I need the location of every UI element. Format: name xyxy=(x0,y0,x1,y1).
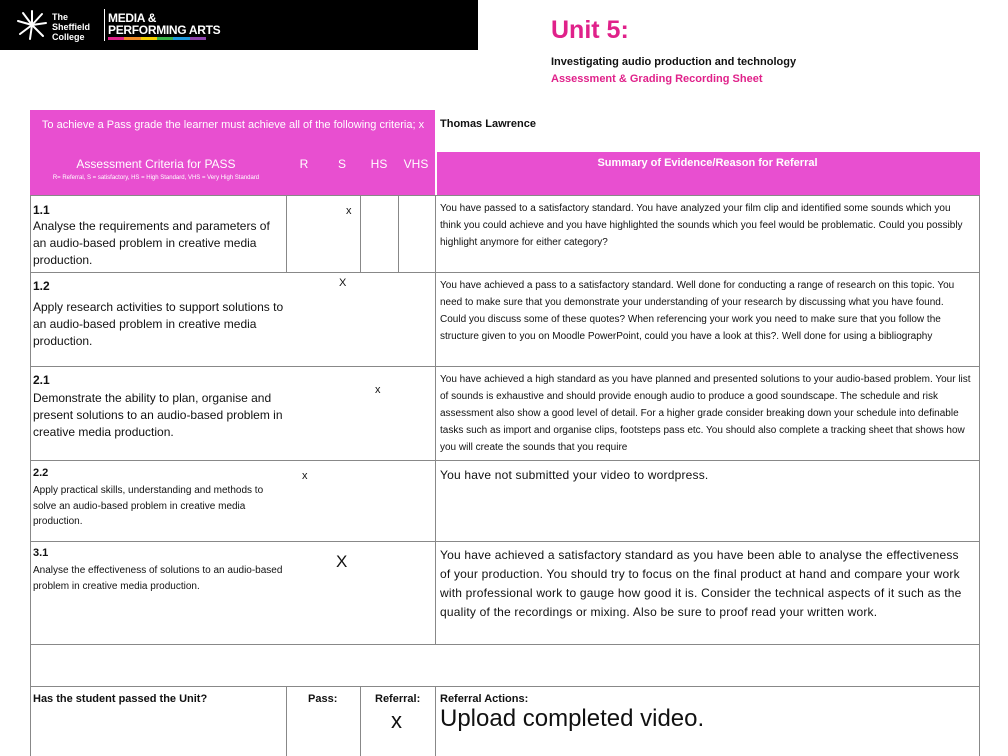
grid-line xyxy=(30,460,980,461)
grid-line xyxy=(979,195,980,756)
unit-passed-question: Has the student passed the Unit? xyxy=(33,693,208,705)
logo-divider xyxy=(104,9,105,41)
criterion-description: Apply research activities to support solutions to an audio-based problem in creative media production. xyxy=(33,300,284,348)
criterion-description: Analyse the effectiveness of solutions to an audio-based problem in creative media production. xyxy=(33,565,283,592)
brand-stripe xyxy=(124,37,140,40)
college-name: The Sheffield College xyxy=(52,12,91,42)
grid-line xyxy=(30,686,980,687)
grid-line xyxy=(360,686,361,756)
grid-line xyxy=(398,195,399,273)
pass-label: Pass: xyxy=(308,693,338,705)
brand-stripe xyxy=(141,37,157,40)
pass-requirement-text: To achieve a Pass grade the learner must achieve all of the following criteria; x xyxy=(41,119,425,131)
department-name xyxy=(108,12,220,36)
college-banner xyxy=(0,0,478,50)
grid-line xyxy=(30,541,980,542)
brand-stripes xyxy=(108,37,206,40)
referral-actions-value: Upload completed video. xyxy=(440,705,705,732)
grid-line xyxy=(435,686,436,756)
grade-key: R= Referral, S = satisfactory, HS = High Standard, VHS = Very High Standard xyxy=(52,175,260,181)
evidence-summary: You have passed to a satisfactory standard. You have analyzed your film clip and identified some sounds which you think you could achieve and you have highlighted the sounds which you feel would be problematic. Could you possibly highlight anymore for either category? xyxy=(440,203,963,249)
grade-mark: x xyxy=(346,205,352,217)
referral-label: Referral: xyxy=(375,693,421,705)
grid-line xyxy=(30,366,980,367)
criterion-code: 3.1 xyxy=(33,547,49,559)
sheet-name: Assessment & Grading Recording Sheet xyxy=(551,73,763,85)
evidence-summary: You have achieved a pass to a satisfactory standard. Well done for conducting a range of research on this topic. You need to make sure that you demonstrate your understanding of your research by discussing what you have found. Could you discuss some of these quotes? When referencing your work you need to make sure that you follow the structure given to you on Moodle PowerPoint, could you have a look at this?. Well done for using a bibliography xyxy=(440,280,955,343)
department-name-line2: PERFORMING ARTS xyxy=(108,23,221,37)
criterion-description: Apply practical skills, understanding and methods to solve an audio-based problem in creative media production. xyxy=(33,485,264,527)
criteria-column-header: Assessment Criteria for PASS xyxy=(76,157,236,171)
unit-title: Unit 5: xyxy=(551,16,629,44)
column-header-hs: HS xyxy=(370,157,388,171)
evidence-summary: You have not submitted your video to wordpress. xyxy=(440,468,709,482)
evidence-summary: You have achieved a satisfactory standard as you have been able to analyse the effectiveness of your production. You should try to focus on the final product at hand and compare your work with professional work to gauge how good it is. Consider the technical aspects of it such as the quality of the recordings or mixing. Also be sure to proof read your written work. xyxy=(440,548,962,619)
grid-line xyxy=(286,195,287,273)
criterion-code: 1.1 xyxy=(33,203,50,217)
referral-actions-label: Referral Actions: xyxy=(440,693,529,705)
grid-line xyxy=(286,686,287,756)
grade-mark: x xyxy=(375,384,381,396)
criterion-description: Demonstrate the ability to plan, organise and present solutions to an audio-based problem in creative media production. xyxy=(33,391,283,439)
column-header-s: S xyxy=(337,157,346,171)
brand-stripe xyxy=(157,37,173,40)
criterion-code: 2.2 xyxy=(33,467,49,479)
brand-stripe xyxy=(190,37,206,40)
criterion-code: 2.1 xyxy=(33,373,50,387)
brand-stripe xyxy=(173,37,189,40)
column-header-vhs: VHS xyxy=(403,157,429,171)
criterion-description: Analyse the requirements and parameters of an audio-based problem in creative media production. xyxy=(33,219,270,267)
grid-line xyxy=(435,195,436,644)
grade-mark: x xyxy=(302,470,308,482)
unit-subtitle: Investigating audio production and technology xyxy=(551,56,797,68)
summary-column-header: Summary of Evidence/Reason for Referral xyxy=(597,157,818,169)
grid-line xyxy=(360,195,361,273)
evidence-summary: You have achieved a high standard as you have planned and presented solutions to your audio-based problem. Your list of sounds is exhaustive and should provide enough audio to produce a good soundscape. The schedule and risk assessment also show a good level of detail. For a higher grade consider breaking down your schedule into definable tasks such as import and organise clips, footsteps pass etc. You should also complete a tracking sheet that shows how you will create the sounds that you require xyxy=(440,374,971,454)
grade-mark: X xyxy=(339,277,347,289)
grid-line xyxy=(30,272,980,273)
grid-line xyxy=(30,195,980,196)
column-header-r: R xyxy=(299,157,309,171)
department-name-line1: MEDIA & xyxy=(108,11,157,25)
criterion-code: 1.2 xyxy=(33,279,50,293)
starburst-icon xyxy=(16,9,48,41)
grid-line xyxy=(30,195,31,756)
grade-mark: X xyxy=(336,552,348,571)
brand-stripe xyxy=(108,37,124,40)
grid-line xyxy=(30,644,980,645)
referral-mark: x xyxy=(391,708,402,733)
student-name: Thomas Lawrence xyxy=(440,118,536,130)
